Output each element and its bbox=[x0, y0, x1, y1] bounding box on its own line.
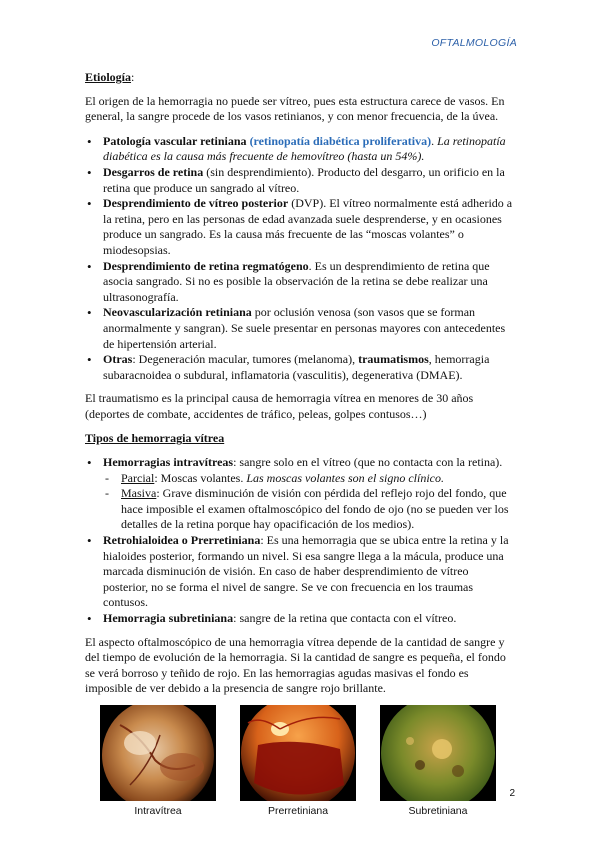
subretinal-fundus-image bbox=[380, 705, 496, 801]
list-item: • Patología vascular retiniana (retinopatía diabética proliferativa). La retinopatía diabética es la causa más frecuente de hemovítreo (hasta un 54%). bbox=[85, 134, 515, 165]
list-item: • Hemorragia subretiniana: sangre de la retina que contacta con el vítreo. bbox=[85, 611, 515, 627]
list-item: • Desprendimiento de vítreo posterior (DVP). El vítreo normalmente está adherido a la retina, pero en las personas de edad avanzada suele desprenderse, y en ocasiones produce un sangrado. Es la causa más frecuente de las “moscas volantes” o miodesopsias. bbox=[85, 196, 515, 258]
list-item: • Desprendimiento de retina regmatógeno. Es un desprendimiento de retina que asocia sangrado. Si no es posible la observación de la retina se debe realizar una ultrasonografía. bbox=[85, 259, 515, 306]
list-item: • Desgarros de retina (sin desprendimiento). Producto del desgarro, un orificio en la retina que produce un sangrado al vítreo. bbox=[85, 165, 515, 196]
caption-subretiniana: Subretiniana bbox=[408, 805, 468, 817]
preretinal-fundus-image bbox=[240, 705, 356, 801]
sub-item-masiva: - Masiva: Grave disminución de visión con pérdida del reflejo rojo del fondo, que hace imposible el examen oftalmoscópico del fondo de ojo (no se pueden ver los detalles de la retina porque hay opacificación de los medios). bbox=[103, 486, 515, 533]
heading-colon: : bbox=[131, 70, 135, 84]
tipos-heading: Tipos de hemorragia vítrea bbox=[85, 431, 225, 446]
closing-paragraph: El aspecto oftalmoscópico de una hemorragia vítrea depende de la cantidad de sangre y del tiempo de evolución de la hemorragia. Si la cantidad de sangre es pequeña, el fondo se verá borroso y teñido de rojo. En las hemorragias agudas masivas el fondo es imposible de ver debido a la presencia de sangre rojo brillante. bbox=[85, 634, 506, 696]
etiologia-heading: Etiología: bbox=[85, 70, 135, 84]
tipos-list bbox=[85, 455, 515, 627]
etiologia-intro: El origen de la hemorragia no puede ser vítreo, pues esta estructura carece de vasos. En general, la sangre procede de los vasos retinianos, y con menor frecuencia, de la úvea. bbox=[85, 93, 505, 124]
sub-list bbox=[103, 471, 515, 533]
caption-intravitrea: Intravítrea bbox=[134, 805, 182, 817]
sub-item-parcial: - Parcial: Moscas volantes. Las moscas volantes son el signo clínico. bbox=[103, 471, 515, 487]
caption-prerretiniana: Prerretiniana bbox=[267, 805, 329, 817]
list-item: • Otras: Degeneración macular, tumores (melanoma), traumatismos, hemorragia subaracnoidea o subdural, inflamatoria (vasculitis), degenerativa (DMAE). bbox=[85, 352, 515, 383]
intravitreous-fundus-image bbox=[100, 705, 216, 801]
section-header: OFTALMOLOGÍA bbox=[431, 37, 517, 49]
etiologia-list bbox=[85, 134, 515, 384]
fundus-figures bbox=[100, 705, 500, 801]
trauma-paragraph: El traumatismo es la principal causa de hemorragia vítrea en menores de 30 años (deportes de combate, accidentes de tráfico, peleas, golpes contusos…) bbox=[85, 391, 474, 421]
list-item: • Hemorragias intravítreas: sangre solo en el vítreo (que no contacta con la retina). - Parcial: Moscas volantes. Las moscas volantes son el signo clínico. - Masiva: Grave disminución de visión con pérdida del reflejo rojo del fondo, que hace imposible el examen oftalmoscópico del fondo de ojo (no se pueden ver los detalles de la retina porque hay opacificación de los medios). bbox=[85, 455, 515, 533]
list-item: • Neovascularización retiniana por oclusión venosa (son vasos que se forman anormalmente y sangran). Se suele presentar en personas mayores con antecedentes de hipertensión arterial. bbox=[85, 305, 515, 352]
page-number: 2 bbox=[509, 788, 515, 799]
page-body bbox=[85, 70, 515, 706]
list-item: • Retrohialoidea o Prerretiniana: Es una hemorragia que se ubica entre la retina y la hialoides posterior, formando un nivel. Si esa sangre llega a la mácula, produce una marcada disminución de visión. En caso de haber desprendimiento de vítreo posterior, no se forma el nivel de sangre. Se ve con frecuencia en los traumas contusos. bbox=[85, 533, 515, 611]
